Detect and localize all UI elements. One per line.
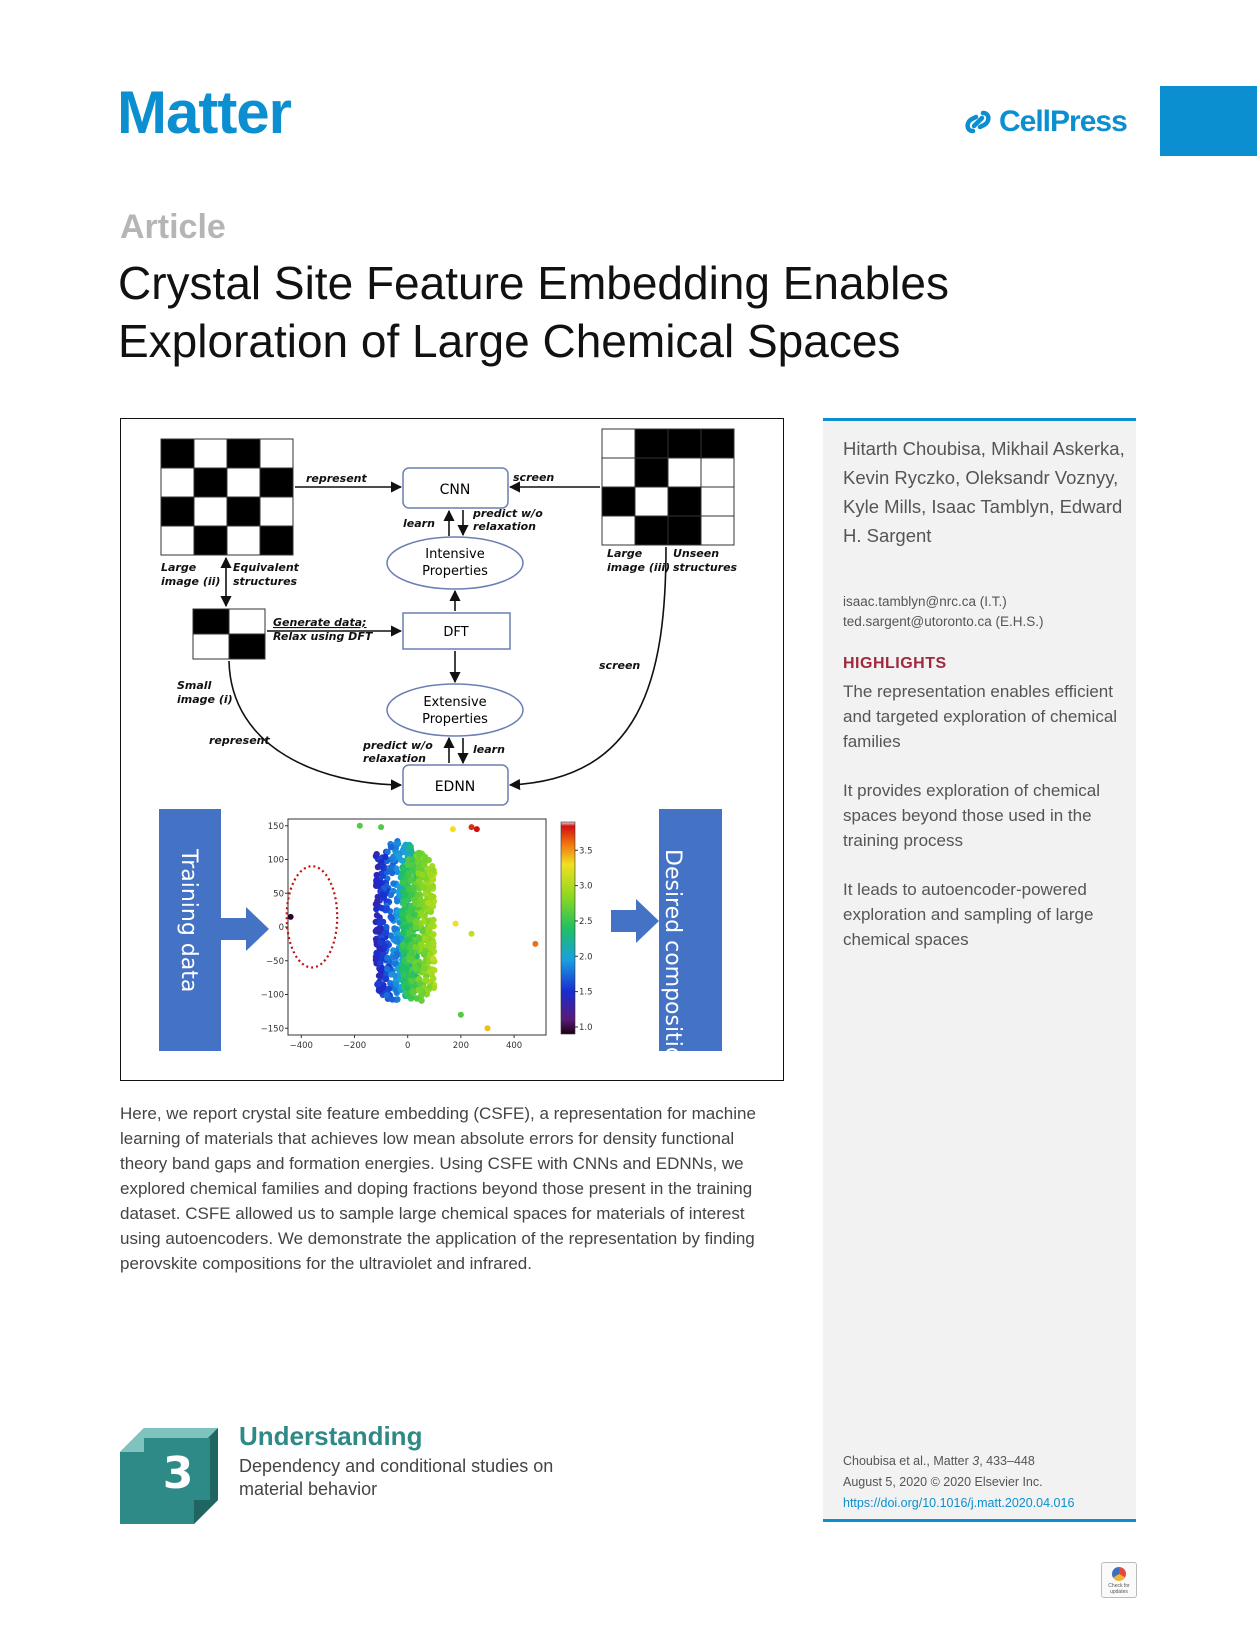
- small-i-label-2: image (i): [177, 693, 233, 706]
- dft-label: DFT: [443, 625, 469, 640]
- scatter-point: [469, 824, 475, 830]
- represent-label-top: represent: [306, 472, 367, 485]
- colorbar-tick-label: 2.0: [579, 952, 593, 963]
- colorbar-tick-label: 2.5: [579, 916, 593, 927]
- article-type: Article: [120, 208, 226, 246]
- scatter-point: [407, 843, 413, 849]
- scatter-point: [409, 867, 415, 873]
- scatter-point: [422, 948, 428, 954]
- large-ii-label-1: Large: [161, 561, 197, 574]
- equivalent-label-1: Equivalent: [233, 561, 299, 574]
- desired-compositions-block: [659, 809, 722, 1080]
- scatter-point: [416, 878, 422, 884]
- publisher-name: CellPress: [999, 105, 1127, 138]
- scatter-point: [412, 966, 418, 972]
- scatter-point: [400, 965, 406, 971]
- y-tick-label: 150: [267, 821, 284, 832]
- scatter-point: [410, 884, 416, 890]
- scatter-point: [401, 899, 407, 905]
- scatter-point: [405, 862, 411, 868]
- generate-label-1: Generate data;: [273, 616, 367, 629]
- level-badge-icon: [120, 1428, 218, 1524]
- scatter-point: [469, 931, 475, 937]
- citation-line-1: Choubisa et al., Matter 3, 433–448: [843, 1454, 1035, 1468]
- scatter-point: [404, 985, 410, 991]
- scatter-point: [379, 863, 385, 869]
- scatter-point: [378, 824, 384, 830]
- scatter-point: [388, 864, 394, 870]
- scatter-point: [401, 951, 407, 957]
- scatter-point: [421, 965, 427, 971]
- article-title: Crystal Site Feature Embedding Enables Exploration of Large Chemical Spaces: [118, 257, 949, 367]
- cnn-label: CNN: [439, 482, 471, 498]
- y-tick-label: −150: [260, 1024, 284, 1035]
- scatter-point: [388, 844, 394, 850]
- scatter-point: [393, 935, 399, 941]
- scatter-point: [425, 887, 431, 893]
- scatter-point: [532, 941, 538, 947]
- corner-tab: [1160, 86, 1257, 156]
- screen-label-top: screen: [513, 471, 555, 484]
- level-description: Dependency and conditional studies on material behavior: [239, 1456, 554, 1499]
- colorbar-tick-label: 3.5: [579, 846, 593, 857]
- scatter-point: [409, 891, 415, 897]
- scatter-point: [430, 931, 436, 937]
- scatter-point: [412, 919, 418, 925]
- doi-link[interactable]: https://doi.org/10.1016/j.matt.2020.04.016: [843, 1496, 1075, 1510]
- scatter-plot: [261, 819, 593, 1051]
- scatter-point: [427, 872, 433, 878]
- predict-label-bottom-2: relaxation: [363, 752, 427, 765]
- y-tick-label: −50: [266, 956, 284, 967]
- level-title: Understanding: [239, 1421, 423, 1451]
- scatter-point: [376, 973, 382, 979]
- highlight-item: It provides exploration of chemical spaces beyond those used in the training process: [843, 781, 1101, 850]
- large-image-iii-grid: [602, 429, 734, 545]
- large-image-ii-grid: [161, 439, 293, 555]
- scatter-point: [474, 826, 480, 832]
- scatter-point: [400, 971, 406, 977]
- scatter-point: [420, 912, 426, 918]
- scatter-point: [373, 851, 379, 857]
- generate-label-2: Relax using DFT: [273, 630, 373, 643]
- scatter-point: [484, 1025, 490, 1031]
- scatter-point: [382, 943, 388, 949]
- scatter-point: [400, 847, 406, 853]
- scatter-point: [383, 930, 389, 936]
- email-tamblyn[interactable]: isaac.tamblyn@nrc.ca (I.T.): [843, 594, 1007, 609]
- scatter-point: [394, 898, 400, 904]
- scatter-point: [417, 980, 423, 986]
- scatter-point: [409, 856, 415, 862]
- cnn-node: [403, 468, 508, 508]
- scatter-point: [428, 922, 434, 928]
- graphical-abstract-svg: [121, 419, 783, 1080]
- highlights-heading: HIGHLIGHTS: [843, 655, 947, 672]
- scatter-point: [379, 892, 385, 898]
- scatter-point: [405, 914, 411, 920]
- screen-label-right: screen: [599, 659, 641, 672]
- colorbar-tick-label: 1.5: [579, 987, 593, 998]
- colorbar-ticks: [575, 846, 593, 1033]
- scatter-point: [388, 915, 394, 921]
- highlights-list: [843, 679, 1128, 976]
- scatter-point: [418, 941, 424, 947]
- scatter-point: [399, 857, 405, 863]
- x-tick-label: 200: [452, 1041, 470, 1051]
- scatter-point: [374, 872, 380, 878]
- training-data-block: [159, 809, 221, 1051]
- extensive-label-2: Properties: [422, 712, 488, 727]
- scatter-point: [377, 919, 383, 925]
- colorbar-tick-label: 3.0: [579, 881, 593, 892]
- large-iii-label-2: image (iii): [607, 561, 671, 574]
- scatter-point: [384, 905, 390, 911]
- scatter-point: [458, 1012, 464, 1018]
- contact-emails: [843, 592, 1044, 632]
- scatter-point: [389, 870, 395, 876]
- unseen-label-1: Unseen: [673, 547, 720, 560]
- intensive-properties-node: [387, 537, 523, 589]
- scatter-point: [384, 966, 390, 972]
- x-tick-label: 0: [404, 1041, 411, 1051]
- scatter-point: [404, 937, 410, 943]
- unseen-label-2: structures: [673, 561, 738, 574]
- extensive-properties-node: [387, 684, 523, 736]
- graphical-abstract: [120, 418, 784, 1081]
- scatter-point: [374, 898, 380, 904]
- scatter-point: [388, 971, 394, 977]
- citation: [843, 1451, 1074, 1514]
- scatter-point: [425, 942, 431, 948]
- scatter-point: [399, 916, 405, 922]
- scatter-point: [383, 924, 389, 930]
- scatter-point: [288, 914, 294, 920]
- y-tick-label: −100: [260, 990, 284, 1001]
- scatter-point: [418, 997, 424, 1003]
- small-image-i-grid: [193, 609, 265, 659]
- y-tick-label: 100: [267, 855, 284, 866]
- scatter-point: [382, 976, 388, 982]
- scatter-point: [419, 928, 425, 934]
- desired-label: Desired compositions: [660, 849, 685, 1080]
- scatter-point: [400, 930, 406, 936]
- scatter-point: [453, 921, 459, 927]
- scatter-point: [426, 984, 432, 990]
- intensive-label-1: Intensive: [425, 547, 485, 562]
- x-tick-label: −200: [342, 1041, 367, 1051]
- scatter-point: [404, 991, 410, 997]
- desired-arrow: [611, 899, 659, 943]
- training-arrow: [221, 907, 269, 951]
- scatter-point: [430, 975, 436, 981]
- scatter-point: [386, 986, 392, 992]
- scatter-point: [410, 990, 416, 996]
- represent-curve-arrow: [229, 661, 401, 785]
- intensive-label-2: Properties: [422, 564, 488, 579]
- scatter-point: [389, 996, 395, 1002]
- ednn-label: EDNN: [434, 779, 476, 795]
- scatter-point: [421, 862, 427, 868]
- scatter-point: [390, 880, 396, 886]
- citation-volume: 3: [972, 1454, 980, 1468]
- dft-node: [403, 613, 510, 649]
- ednn-node: [403, 765, 508, 805]
- scatter-point: [382, 854, 388, 860]
- learn-label-top: learn: [403, 517, 435, 530]
- screen-curve-arrow: [510, 547, 666, 785]
- scatter-point: [384, 955, 390, 961]
- large-ii-label-2: image (ii): [161, 575, 221, 588]
- highlight-item: It leads to autoencoder-powered exploration and sampling of large chemical spaces: [843, 880, 1094, 949]
- scatter-point: [416, 850, 422, 856]
- scatter-point: [417, 987, 423, 993]
- scatter-point: [450, 826, 456, 832]
- publisher-logo: [963, 105, 1127, 139]
- scatter-point: [422, 936, 428, 942]
- scatter-point: [399, 879, 405, 885]
- predict-label-bottom-1: predict w/o: [363, 739, 433, 752]
- scatter-point: [425, 906, 431, 912]
- learn-label-bottom: learn: [473, 743, 505, 756]
- scatter-point: [373, 928, 379, 934]
- equivalent-label-2: structures: [233, 575, 298, 588]
- check-updates-icon: [1112, 1567, 1126, 1581]
- check-for-updates-badge[interactable]: Check for updates: [1101, 1562, 1137, 1598]
- cellpress-icon: [963, 107, 993, 137]
- scatter-point: [408, 907, 414, 913]
- sidebar: [823, 418, 1136, 1522]
- scatter-point: [357, 823, 363, 829]
- citation-line-2: August 5, 2020 © 2020 Elsevier Inc.: [843, 1475, 1043, 1489]
- scatter-point: [409, 955, 415, 961]
- represent-label-bottom: represent: [209, 734, 270, 747]
- x-tick-label: −400: [289, 1041, 313, 1051]
- large-iii-label-1: Large: [607, 547, 643, 560]
- scatter-point: [373, 906, 379, 912]
- scatter-point: [393, 950, 399, 956]
- training-data-label: Training data: [176, 849, 201, 993]
- y-tick-label: 50: [273, 889, 284, 900]
- email-sargent[interactable]: ted.sargent@utoronto.ca (E.H.S.): [843, 614, 1044, 629]
- scatter-point: [391, 925, 397, 931]
- extensive-label-1: Extensive: [423, 695, 487, 710]
- abstract: Here, we report crystal site feature embedding (CSFE), a representation for machine learning of materials that achieves low mean absolute errors for density functional theory band gaps and formation energies. Using CSFE with CNNs and EDNNs, we explored chemical families and doping fractions beyond those present in the training dataset. CSFE allowed us to sample large chemical spaces for materials of interest using autoencoders. We demonstrate the application of the representation by finding perovskite compositions for the ultraviolet and infrared.: [120, 1104, 756, 1273]
- scatter-point: [407, 877, 413, 883]
- scatter-point: [412, 900, 418, 906]
- journal-name: Matter: [117, 79, 292, 146]
- scatter-point: [408, 978, 414, 984]
- colorbar-tick-label: 1.0: [579, 1022, 593, 1033]
- scatter-point: [384, 992, 390, 998]
- colorbar: [561, 822, 575, 1034]
- scatter-point: [425, 900, 431, 906]
- scatter-point: [406, 944, 412, 950]
- x-tick-label: 400: [505, 1041, 523, 1051]
- author-list: Hitarth Choubisa, Mikhail Askerka, Kevin Ryczko, Oleksandr Voznyy, Kyle Mills, Isaac Tamblyn, Edward H. Sargent: [843, 438, 1125, 546]
- y-tick-label: 0: [278, 923, 284, 933]
- highlight-item: The representation enables efficient and targeted exploration of chemical families: [843, 682, 1118, 751]
- level-number: 3: [162, 1448, 194, 1499]
- small-i-label-1: Small: [177, 679, 212, 692]
- scatter-point: [423, 977, 429, 983]
- scatter-point: [393, 981, 399, 987]
- predict-label-top-1: predict w/o: [473, 507, 543, 520]
- scatter-point: [416, 935, 422, 941]
- scatter-point: [419, 872, 425, 878]
- scatter-point: [419, 884, 425, 890]
- predict-label-top-2: relaxation: [473, 520, 537, 533]
